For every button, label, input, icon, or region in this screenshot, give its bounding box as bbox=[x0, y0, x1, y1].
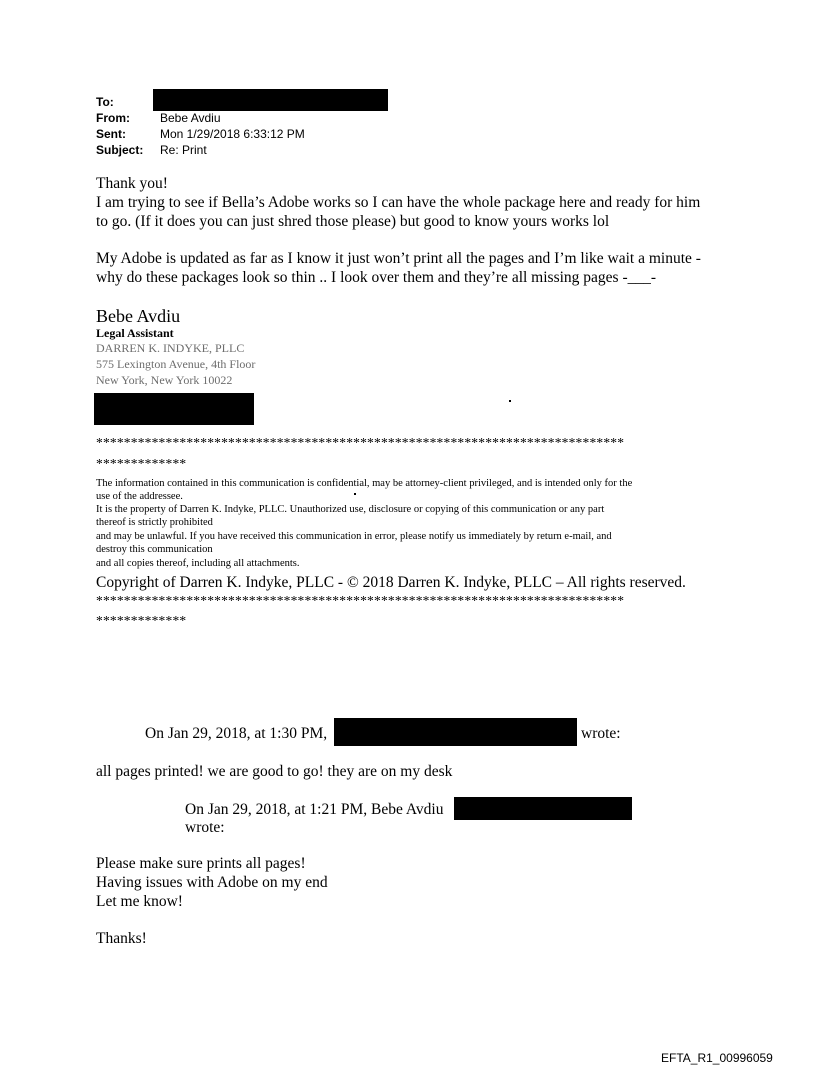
message-line-3: to go. (If it does you can just shred those please) but good to know yours works lol bbox=[96, 213, 610, 230]
disclaimer-line-2: use of the addressee. bbox=[96, 491, 183, 502]
message-line-4: My Adobe is updated as far as I know it just won’t print all the pages and I’m like wait a minute - bbox=[96, 250, 701, 267]
signature-firm: DARREN K. INDYKE, PLLC bbox=[96, 341, 245, 355]
disclaimer-line-7: and all copies thereof, including all attachments. bbox=[96, 558, 300, 569]
from-value: Bebe Avdiu bbox=[160, 111, 221, 125]
stars-divider-bottom-short: ************* bbox=[96, 613, 187, 628]
quoted-2-wrote: wrote: bbox=[185, 819, 225, 836]
quoted-2-line-1: Please make sure prints all pages! bbox=[96, 855, 306, 872]
subject-value: Re: Print bbox=[160, 143, 207, 157]
quoted-2-line-2: Having issues with Adobe on my end bbox=[96, 874, 328, 891]
redacted-recipient bbox=[153, 89, 388, 111]
from-label: From: bbox=[96, 111, 130, 125]
stray-mark bbox=[354, 493, 356, 495]
disclaimer-line-1: The information contained in this communication is confidential, may be attorney-client privileged, and is intended only for the bbox=[96, 478, 633, 489]
message-line-1: Thank you! bbox=[96, 175, 168, 192]
disclaimer-line-5: and may be unlawful. If you have received this communication in error, please notify us immediately by return e-mail, and bbox=[96, 531, 612, 542]
disclaimer-line-6: destroy this communication bbox=[96, 544, 213, 555]
disclaimer-line-4: thereof is strictly prohibited bbox=[96, 517, 213, 528]
quoted-1-body: all pages printed! we are good to go! they are on my desk bbox=[96, 763, 453, 780]
disclaimer-line-3: It is the property of Darren K. Indyke, PLLC. Unauthorized use, disclosure or copying of this communication or any part bbox=[96, 504, 605, 515]
document-id: EFTA_R1_00996059 bbox=[661, 1051, 773, 1065]
quoted-2-intro: On Jan 29, 2018, at 1:21 PM, Bebe Avdiu bbox=[185, 801, 444, 818]
redacted-sender bbox=[334, 718, 577, 746]
signature-address-1: 575 Lexington Avenue, 4th Floor bbox=[96, 357, 256, 371]
signature-name: Bebe Avdiu bbox=[96, 306, 181, 326]
quoted-1-intro: On Jan 29, 2018, at 1:30 PM, bbox=[145, 725, 328, 742]
copyright-notice: Copyright of Darren K. Indyke, PLLC - © 2018 Darren K. Indyke, PLLC – All rights reserved. bbox=[96, 574, 686, 591]
quoted-2-line-3: Let me know! bbox=[96, 893, 183, 910]
message-line-5: why do these packages look so thin .. I look over them and they’re all missing pages -___- bbox=[96, 269, 657, 286]
quoted-1-wrote: wrote: bbox=[581, 725, 621, 742]
stray-mark bbox=[509, 400, 511, 402]
sent-value: Mon 1/29/2018 6:33:12 PM bbox=[160, 127, 305, 141]
quoted-2-line-4: Thanks! bbox=[96, 930, 147, 947]
stars-divider-bottom: **************************************************************************** bbox=[96, 593, 625, 608]
stars-divider-top: **************************************************************************** bbox=[96, 435, 625, 450]
subject-label: Subject: bbox=[96, 143, 144, 157]
redacted-contact bbox=[94, 393, 254, 425]
signature-address-2: New York, New York 10022 bbox=[96, 373, 233, 387]
signature-title: Legal Assistant bbox=[96, 326, 174, 340]
message-line-2: I am trying to see if Bella’s Adobe works so I can have the whole package here and ready for him bbox=[96, 194, 701, 211]
to-label: To: bbox=[96, 95, 114, 109]
redacted-email bbox=[454, 797, 632, 820]
sent-label: Sent: bbox=[96, 127, 126, 141]
stars-divider-top-short: ************* bbox=[96, 456, 187, 471]
